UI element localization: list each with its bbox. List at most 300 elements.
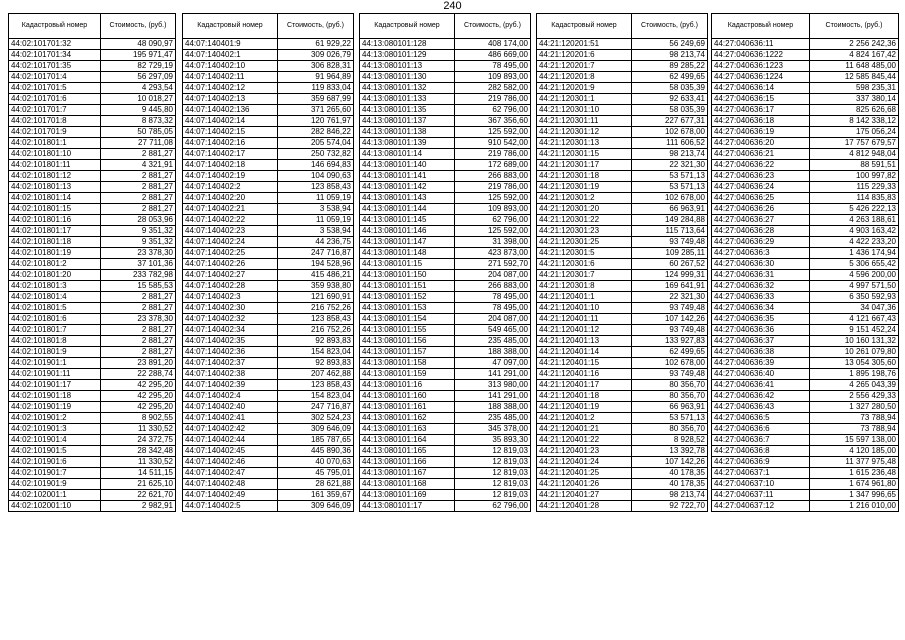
cost-cell: 146 694,83 — [278, 160, 354, 171]
table-row — [360, 479, 531, 490]
cadastral-number-cell: 44:13:080101:163 — [360, 424, 455, 435]
cost-cell: 114 835,83 — [810, 193, 899, 204]
cost-cell: 23 378,30 — [101, 314, 176, 325]
cadastral-number-cell: 44:21:120301:6 — [537, 259, 632, 270]
cost-cell: 235 485,00 — [455, 413, 531, 424]
cadastral-number-cell: 44:13:080101:135 — [360, 105, 455, 116]
table-row — [9, 116, 176, 127]
table-row — [360, 248, 531, 259]
cost-cell: 22 621,70 — [101, 490, 176, 501]
cost-cell: 9 351,32 — [101, 237, 176, 248]
table-row — [183, 248, 354, 259]
header-cost: Стоимость, (руб.) — [632, 14, 708, 39]
cadastral-number-cell: 44:21:120401:25 — [537, 468, 632, 479]
table-row — [183, 61, 354, 72]
table-row — [712, 369, 899, 380]
cadastral-number-cell: 44:27:040636:20 — [712, 138, 810, 149]
cost-cell: 359 687,99 — [278, 94, 354, 105]
cadastral-number-cell: 44:21:120301:1 — [537, 94, 632, 105]
cadastral-number-cell: 44:21:120301:20 — [537, 204, 632, 215]
cadastral-number-cell: 44:07:140402:45 — [183, 446, 278, 457]
table-row — [183, 259, 354, 270]
cost-cell: 10 018,27 — [101, 94, 176, 105]
table-row — [712, 435, 899, 446]
cadastral-number-cell: 44:21:120301:11 — [537, 116, 632, 127]
table-row — [537, 171, 708, 182]
cost-cell: 306 828,31 — [278, 61, 354, 72]
cadastral-number-cell: 44:07:140402:30 — [183, 303, 278, 314]
cadastral-number-cell: 44:27:040636:40 — [712, 369, 810, 380]
cost-cell: 141 291,00 — [455, 369, 531, 380]
cost-cell: 53 571,13 — [632, 413, 708, 424]
cost-cell: 247 716,87 — [278, 248, 354, 259]
table-row — [360, 424, 531, 435]
table-row — [9, 402, 176, 413]
cost-cell: 1 615 236,48 — [810, 468, 899, 479]
table-row — [9, 336, 176, 347]
table-row — [360, 468, 531, 479]
cadastral-number-cell: 44:13:080101:156 — [360, 336, 455, 347]
cost-cell: 5 306 655,42 — [810, 259, 899, 270]
cost-cell: 92 893,83 — [278, 358, 354, 369]
table-row — [360, 490, 531, 501]
table-row — [360, 325, 531, 336]
cadastral-number-cell: 44:21:120401:15 — [537, 358, 632, 369]
table-row — [360, 50, 531, 61]
cadastral-number-cell: 44:02:101801:11 — [9, 160, 101, 171]
cadastral-number-cell: 44:02:101801:19 — [9, 248, 101, 259]
cost-cell: 172 689,00 — [455, 160, 531, 171]
cadastral-number-cell: 44:21:120401:24 — [537, 457, 632, 468]
table-row — [9, 347, 176, 358]
table-row — [9, 50, 176, 61]
cost-cell: 4 812 948,04 — [810, 149, 899, 160]
cost-cell: 93 749,48 — [632, 369, 708, 380]
table-row — [712, 325, 899, 336]
cost-cell: 445 890,36 — [278, 446, 354, 457]
cadastral-number-cell: 44:07:140402:48 — [183, 479, 278, 490]
cost-cell: 549 465,00 — [455, 325, 531, 336]
table-row — [360, 127, 531, 138]
table-row — [183, 127, 354, 138]
cost-cell: 62 499,65 — [632, 347, 708, 358]
cadastral-number-cell: 44:02:101801:2 — [9, 259, 101, 270]
cost-cell: 4 422 233,20 — [810, 237, 899, 248]
cadastral-number-cell: 44:07:140402:42 — [183, 424, 278, 435]
cost-cell: 250 732,82 — [278, 149, 354, 160]
cadastral-number-cell: 44:21:120201:51 — [537, 39, 632, 50]
cadastral-number-cell: 44:27:040636:36 — [712, 325, 810, 336]
table-row — [360, 215, 531, 226]
cost-cell: 367 356,60 — [455, 116, 531, 127]
table-row — [537, 83, 708, 94]
cadastral-number-cell: 44:13:080101:157 — [360, 347, 455, 358]
cost-cell: 825 626,68 — [810, 105, 899, 116]
table-row — [360, 237, 531, 248]
cadastral-number-cell: 44:13:080101:130 — [360, 72, 455, 83]
cost-cell: 247 716,87 — [278, 402, 354, 413]
table-row — [537, 380, 708, 391]
cadastral-number-cell: 44:13:080101:161 — [360, 402, 455, 413]
cadastral-number-cell: 44:21:120301:12 — [537, 127, 632, 138]
table-row — [183, 292, 354, 303]
cadastral-number-cell: 44:07:140402:18 — [183, 160, 278, 171]
cadastral-number-cell: 44:02:101901:1 — [9, 358, 101, 369]
cost-cell: 188 388,00 — [455, 402, 531, 413]
cadastral-number-cell: 44:21:120401:10 — [537, 303, 632, 314]
cost-cell: 92 722,70 — [632, 501, 708, 512]
cost-cell: 123 858,43 — [278, 314, 354, 325]
cost-cell: 62 796,00 — [455, 501, 531, 512]
table-row — [712, 149, 899, 160]
cadastral-number-cell: 44:27:040636:25 — [712, 193, 810, 204]
table-row — [537, 226, 708, 237]
cadastral-number-cell: 44:07:140402:25 — [183, 248, 278, 259]
cost-cell: 13 392,78 — [632, 446, 708, 457]
cost-cell: 219 786,00 — [455, 94, 531, 105]
table-row — [712, 127, 899, 138]
cadastral-number-cell: 44:02:101801:6 — [9, 314, 101, 325]
cadastral-number-cell: 44:13:080101:13 — [360, 61, 455, 72]
table-row — [360, 435, 531, 446]
table-row — [183, 435, 354, 446]
cadastral-number-cell: 44:21:120401:23 — [537, 446, 632, 457]
table-row — [537, 39, 708, 50]
cost-cell: 1 347 996,65 — [810, 490, 899, 501]
cadastral-number-cell: 44:07:140402:23 — [183, 226, 278, 237]
table-row — [360, 457, 531, 468]
cost-cell: 28 053,96 — [101, 215, 176, 226]
cost-cell: 1 216 010,00 — [810, 501, 899, 512]
table-row — [9, 380, 176, 391]
table-row — [183, 402, 354, 413]
cadastral-number-cell: 44:27:040636:41 — [712, 380, 810, 391]
cadastral-number-cell: 44:02:101801:5 — [9, 303, 101, 314]
cadastral-number-cell: 44:13:080101:146 — [360, 226, 455, 237]
cadastral-number-cell: 44:07:140402:36 — [183, 347, 278, 358]
cadastral-number-cell: 44:07:140402:12 — [183, 83, 278, 94]
cost-cell: 195 971,47 — [101, 50, 176, 61]
table-row — [360, 314, 531, 325]
cost-cell: 4 596 200,00 — [810, 270, 899, 281]
cadastral-number-cell: 44:13:080101:168 — [360, 479, 455, 490]
cost-cell: 15 585,53 — [101, 281, 176, 292]
table-row — [183, 501, 354, 512]
cost-cell: 17 757 679,57 — [810, 138, 899, 149]
cost-cell: 62 499,65 — [632, 72, 708, 83]
cadastral-number-cell: 44:21:120301:15 — [537, 149, 632, 160]
cost-cell: 8 928,52 — [632, 435, 708, 446]
cadastral-number-cell: 44:02:101801:18 — [9, 237, 101, 248]
table-row — [9, 193, 176, 204]
cost-cell: 4 263 188,61 — [810, 215, 899, 226]
table-row — [537, 424, 708, 435]
cadastral-number-cell: 44:27:040636:1222 — [712, 50, 810, 61]
cost-cell: 313 980,00 — [455, 380, 531, 391]
cost-cell: 11 330,52 — [101, 424, 176, 435]
cost-cell: 2 881,27 — [101, 204, 176, 215]
cost-cell: 11 059,19 — [278, 193, 354, 204]
cost-cell: 2 881,27 — [101, 182, 176, 193]
cost-cell: 205 574,04 — [278, 138, 354, 149]
cadastral-number-cell: 44:27:040636:33 — [712, 292, 810, 303]
cadastral-number-cell: 44:21:120401:2 — [537, 413, 632, 424]
cost-cell: 15 597 138,00 — [810, 435, 899, 446]
cadastral-number-cell: 44:27:040636:35 — [712, 314, 810, 325]
table-row — [360, 39, 531, 50]
cost-cell: 12 819,03 — [455, 457, 531, 468]
header-cost: Стоимость, (руб.) — [101, 14, 176, 39]
table-row — [9, 479, 176, 490]
cost-cell: 282 582,00 — [455, 83, 531, 94]
header-cost: Стоимость, (руб.) — [278, 14, 354, 39]
cost-cell: 23 891,20 — [101, 358, 176, 369]
table-row — [360, 270, 531, 281]
cadastral-number-cell: 44:27:040636:18 — [712, 116, 810, 127]
cadastral-number-cell: 44:02:101901:7 — [9, 468, 101, 479]
cost-cell: 2 881,27 — [101, 292, 176, 303]
table-row — [537, 105, 708, 116]
cadastral-number-cell: 44:02:102001:1 — [9, 490, 101, 501]
cost-cell: 23 378,30 — [101, 248, 176, 259]
cadastral-number-cell: 44:02:101701:32 — [9, 39, 101, 50]
cost-cell: 4 824 167,42 — [810, 50, 899, 61]
table-row — [360, 292, 531, 303]
cadastral-number-cell: 44:27:040636:23 — [712, 171, 810, 182]
table-row — [183, 160, 354, 171]
cost-cell: 102 678,00 — [632, 193, 708, 204]
cost-cell: 227 677,31 — [632, 116, 708, 127]
cadastral-number-cell: 44:27:040636:32 — [712, 281, 810, 292]
table-row — [360, 138, 531, 149]
table-row — [183, 149, 354, 160]
table-row — [183, 204, 354, 215]
table-row — [183, 193, 354, 204]
table-row — [183, 72, 354, 83]
table-row — [537, 347, 708, 358]
table-row — [712, 457, 899, 468]
cost-cell: 92 893,83 — [278, 336, 354, 347]
cost-cell: 107 142,26 — [632, 314, 708, 325]
cost-cell: 53 571,13 — [632, 171, 708, 182]
cost-cell: 35 893,30 — [455, 435, 531, 446]
cadastral-number-cell: 44:07:140402:1 — [183, 50, 278, 61]
table-row — [183, 39, 354, 50]
table-row — [9, 270, 176, 281]
page-number: 240 — [443, 0, 462, 12]
cadastral-number-cell: 44:27:040636:17 — [712, 105, 810, 116]
cadastral-number-cell: 44:21:120301:19 — [537, 182, 632, 193]
table-row — [183, 358, 354, 369]
cost-cell: 8 873,32 — [101, 116, 176, 127]
table-row — [712, 94, 899, 105]
cadastral-number-cell: 44:07:140402:16 — [183, 138, 278, 149]
table-row — [712, 248, 899, 259]
cost-cell: 219 786,00 — [455, 149, 531, 160]
table-row — [712, 281, 899, 292]
cadastral-number-cell: 44:21:120401:19 — [537, 402, 632, 413]
cadastral-number-cell: 44:07:140402:35 — [183, 336, 278, 347]
cost-cell: 88 591,51 — [810, 160, 899, 171]
cadastral-number-cell: 44:02:101701:4 — [9, 72, 101, 83]
cadastral-number-cell: 44:21:120301:10 — [537, 105, 632, 116]
cost-cell: 266 883,00 — [455, 281, 531, 292]
table-row — [183, 369, 354, 380]
cost-cell: 92 633,41 — [632, 94, 708, 105]
cadastral-number-cell: 44:13:080101:14 — [360, 149, 455, 160]
cost-cell: 98 213,74 — [632, 149, 708, 160]
table-row — [537, 391, 708, 402]
cost-cell: 216 752,26 — [278, 325, 354, 336]
cadastral-number-cell: 44:21:120401:11 — [537, 314, 632, 325]
table-row — [537, 193, 708, 204]
cost-cell: 266 883,00 — [455, 171, 531, 182]
table-row — [360, 281, 531, 292]
table-row — [537, 248, 708, 259]
cost-cell: 415 486,21 — [278, 270, 354, 281]
table-row — [9, 303, 176, 314]
cadastral-number-cell: 44:21:120401:14 — [537, 347, 632, 358]
table-row — [712, 193, 899, 204]
table-row — [183, 50, 354, 61]
table-row — [712, 336, 899, 347]
cadastral-table-4 — [536, 13, 708, 512]
cost-cell: 119 833,04 — [278, 83, 354, 94]
cadastral-number-cell: 44:13:080101:152 — [360, 292, 455, 303]
cadastral-number-cell: 44:21:120201:8 — [537, 72, 632, 83]
cost-cell: 102 678,00 — [632, 358, 708, 369]
table-row — [183, 446, 354, 457]
table-row — [712, 413, 899, 424]
cadastral-number-cell: 44:07:140402:40 — [183, 402, 278, 413]
cadastral-number-cell: 44:13:080101:140 — [360, 160, 455, 171]
cost-cell: 2 881,27 — [101, 171, 176, 182]
cost-cell: 27 711,08 — [101, 138, 176, 149]
table-row — [537, 259, 708, 270]
table-row — [9, 226, 176, 237]
cadastral-number-cell: 44:07:140402:32 — [183, 314, 278, 325]
cost-cell: 9 445,80 — [101, 105, 176, 116]
cost-cell: 56 249,69 — [632, 39, 708, 50]
header-cost: Стоимость, (руб.) — [810, 14, 899, 39]
cadastral-number-cell: 44:02:101801:8 — [9, 336, 101, 347]
table-row — [712, 259, 899, 270]
table-row — [183, 413, 354, 424]
table-row — [183, 83, 354, 94]
cost-cell: 10 160 131,32 — [810, 336, 899, 347]
cadastral-number-cell: 44:13:080101:147 — [360, 237, 455, 248]
table-row — [183, 424, 354, 435]
cadastral-number-cell: 44:02:101801:7 — [9, 325, 101, 336]
cadastral-table-1 — [8, 13, 176, 512]
table-row — [712, 501, 899, 512]
cost-cell: 80 356,70 — [632, 424, 708, 435]
cost-cell: 111 606,52 — [632, 138, 708, 149]
table-row — [360, 303, 531, 314]
cost-cell: 121 690,91 — [278, 292, 354, 303]
table-row — [360, 226, 531, 237]
table-row — [9, 204, 176, 215]
cost-cell: 40 178,35 — [632, 479, 708, 490]
cost-cell: 4 293,54 — [101, 83, 176, 94]
cadastral-number-cell: 44:13:080101:160 — [360, 391, 455, 402]
table-row — [360, 171, 531, 182]
table-row — [537, 204, 708, 215]
table-row — [712, 237, 899, 248]
cadastral-number-cell: 44:07:140402:136 — [183, 105, 278, 116]
cadastral-number-cell: 44:02:101801:4 — [9, 292, 101, 303]
cost-cell: 4 120 185,00 — [810, 446, 899, 457]
cadastral-number-cell: 44:07:140402:13 — [183, 94, 278, 105]
cost-cell: 40 070,63 — [278, 457, 354, 468]
cost-cell: 11 377 975,48 — [810, 457, 899, 468]
table-row — [9, 182, 176, 193]
cadastral-number-cell: 44:02:101901:6 — [9, 457, 101, 468]
cost-cell: 14 511,15 — [101, 468, 176, 479]
cost-cell: 78 495,00 — [455, 292, 531, 303]
cadastral-number-cell: 44:21:120401:18 — [537, 391, 632, 402]
cost-cell: 8 902,55 — [101, 413, 176, 424]
cadastral-number-cell: 44:21:120201:6 — [537, 50, 632, 61]
cadastral-number-cell: 44:02:101801:15 — [9, 204, 101, 215]
cost-cell: 125 592,00 — [455, 193, 531, 204]
cadastral-number-cell: 44:13:080101:132 — [360, 83, 455, 94]
table-row — [712, 380, 899, 391]
cost-cell: 2 256 242,36 — [810, 39, 899, 50]
table-row — [537, 501, 708, 512]
cadastral-number-cell: 44:07:140402:39 — [183, 380, 278, 391]
table-row — [537, 215, 708, 226]
cadastral-number-cell: 44:02:101801:13 — [9, 182, 101, 193]
cadastral-number-cell: 44:13:080101:154 — [360, 314, 455, 325]
cadastral-number-cell: 44:13:080101:164 — [360, 435, 455, 446]
cadastral-number-cell: 44:27:040636:19 — [712, 127, 810, 138]
table-row — [712, 391, 899, 402]
cadastral-number-cell: 44:21:120401:26 — [537, 479, 632, 490]
cadastral-number-cell: 44:27:040636:38 — [712, 347, 810, 358]
cadastral-number-cell: 44:27:040636:29 — [712, 237, 810, 248]
header-cadastral-number: Кадастровый номер — [360, 14, 455, 39]
cadastral-number-cell: 44:21:120201:9 — [537, 83, 632, 94]
cadastral-number-cell: 44:13:080101:17 — [360, 501, 455, 512]
cadastral-number-cell: 44:07:140402:19 — [183, 171, 278, 182]
cadastral-number-cell: 44:13:080101:141 — [360, 171, 455, 182]
cost-cell: 233 782,98 — [101, 270, 176, 281]
table-row — [360, 193, 531, 204]
table-row — [537, 50, 708, 61]
cost-cell: 24 372,75 — [101, 435, 176, 446]
cost-cell: 235 485,00 — [455, 336, 531, 347]
cadastral-number-cell: 44:07:140402:34 — [183, 325, 278, 336]
cost-cell: 80 356,70 — [632, 380, 708, 391]
cost-cell: 309 026,79 — [278, 50, 354, 61]
table-row — [360, 347, 531, 358]
table-row — [712, 424, 899, 435]
cadastral-number-cell: 44:13:080101:16 — [360, 380, 455, 391]
table-row — [537, 457, 708, 468]
table-row — [537, 435, 708, 446]
cadastral-number-cell: 44:13:080101:15 — [360, 259, 455, 270]
cost-cell: 47 097,00 — [455, 358, 531, 369]
cost-cell: 207 462,88 — [278, 369, 354, 380]
table-row — [9, 314, 176, 325]
table-row — [537, 149, 708, 160]
cost-cell: 123 858,43 — [278, 380, 354, 391]
cadastral-number-cell: 44:07:140402:4 — [183, 391, 278, 402]
cadastral-number-cell: 44:27:040636:11 — [712, 39, 810, 50]
cadastral-number-cell: 44:13:080101:145 — [360, 215, 455, 226]
cadastral-number-cell: 44:27:040636:15 — [712, 94, 810, 105]
